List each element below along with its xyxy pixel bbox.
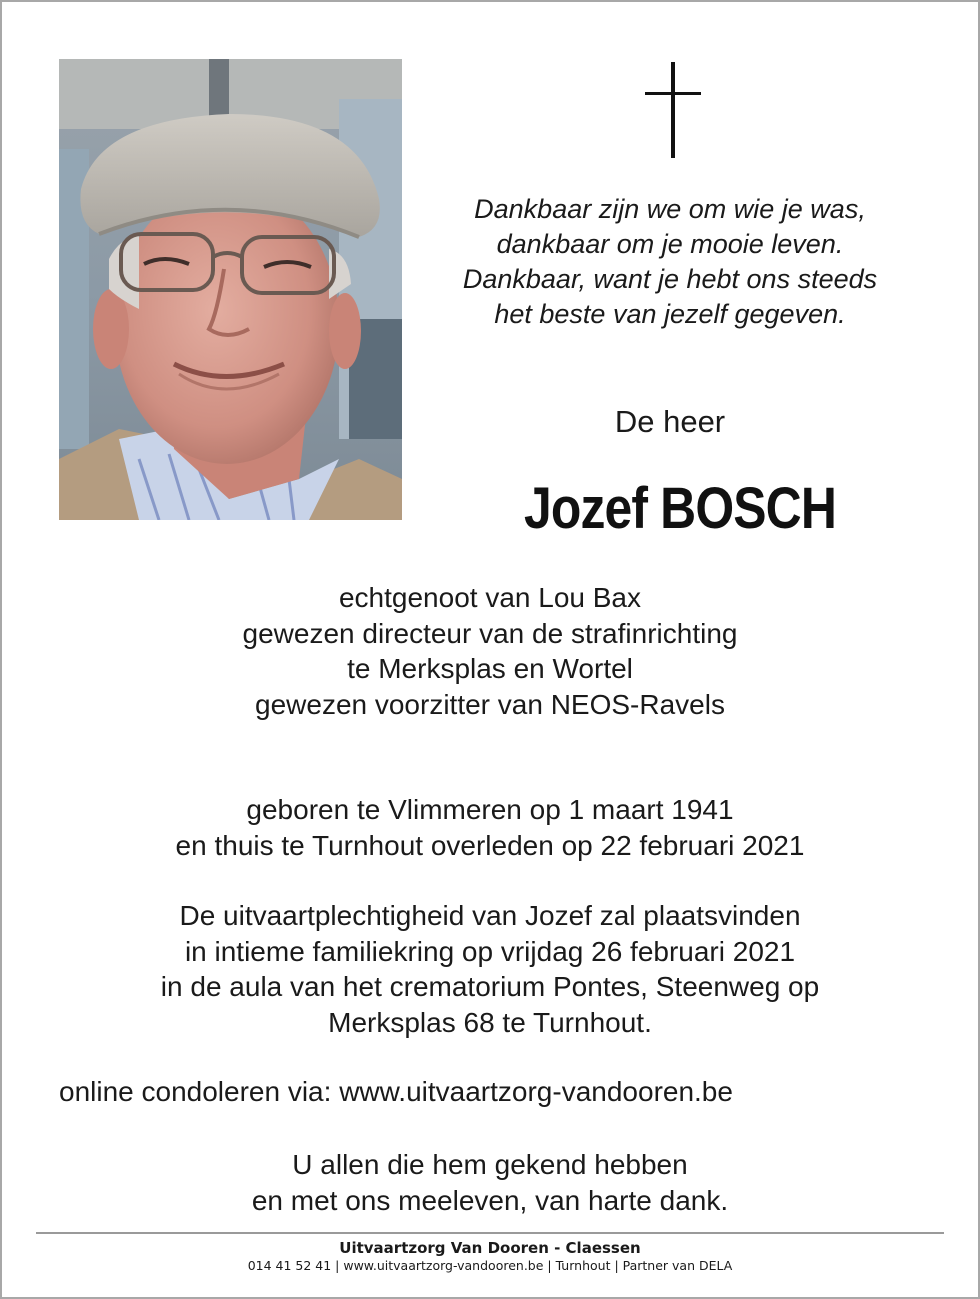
deceased-name: Jozef BOSCH [523, 476, 837, 541]
description-line: echtgenoot van Lou Bax [338, 582, 641, 613]
ceremony-line: in de aula van het crematorium Pontes, Steenweg op [160, 971, 820, 1002]
thanks-line: U allen die hem gekend hebben [292, 1149, 688, 1180]
honorific: De heer [614, 404, 726, 439]
ceremony-line: Merksplas 68 te Turnhout. [328, 1006, 652, 1038]
ceremony-line: De uitvaartplechtigheid van Jozef zal plaatsvinden [179, 900, 801, 931]
condolence-link[interactable]: online condoleren via: www.uitvaartzorg-vandooren.be [59, 1076, 733, 1107]
description-line: te Merksplas en Wortel [347, 653, 633, 684]
description-block [40, 580, 940, 722]
memorial-poem [410, 192, 930, 332]
funeral-home-name: Uitvaartzorg Van Dooren - Claessen [339, 1239, 641, 1257]
description-line: gewezen voorzitter van NEOS-Ravels [255, 688, 725, 720]
funeral-home-contact: 014 41 52 41 | www.uitvaartzorg-vandooren.be | Turnhout | Partner van DELA [247, 1258, 733, 1273]
portrait-photo [59, 59, 402, 520]
poem-line: het beste van jezelf gegeven. [494, 299, 846, 329]
description-line: gewezen directeur van de strafinrichting [242, 617, 738, 649]
thanks-line: en met ons meeleven, van harte dank. [251, 1184, 729, 1216]
dates-block [40, 792, 940, 863]
thanks-block [40, 1147, 940, 1218]
death-line: en thuis te Turnhout overleden op 22 februari 2021 [175, 829, 805, 861]
poem-line: dankbaar om je mooie leven. [496, 229, 844, 259]
cross-icon [645, 62, 701, 158]
poem-line: Dankbaar, want je hebt ons steeds [462, 264, 878, 294]
ceremony-block [40, 898, 940, 1040]
footer-divider [36, 1232, 944, 1234]
birth-line: geboren te Vlimmeren op 1 maart 1941 [246, 794, 734, 825]
ceremony-line: in intieme familiekring op vrijdag 26 februari 2021 [184, 935, 796, 967]
poem-line: Dankbaar zijn we om wie je was, [474, 194, 866, 224]
